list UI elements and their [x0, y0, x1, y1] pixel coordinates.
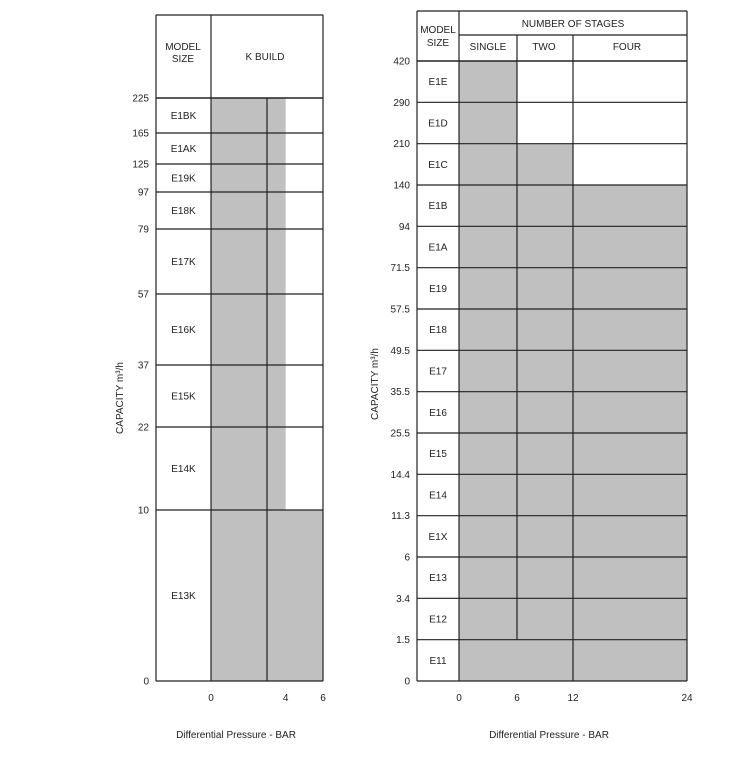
left-x-ticks	[208, 693, 326, 704]
right-model-label: E1X	[428, 531, 448, 543]
left-fill-e19k	[211, 164, 286, 192]
right-y-tick: 11.3	[391, 511, 410, 523]
left-model-label: E16K	[171, 325, 196, 336]
right-fill-e1e	[459, 61, 517, 102]
right-header-model-line2: SIZE	[426, 38, 450, 49]
left-y-tick: 37	[137, 360, 149, 372]
right-y-tick: 35.5	[390, 387, 410, 399]
left-header-model-line2: SIZE	[171, 54, 195, 65]
right-header-stage-four: FOUR	[612, 42, 642, 53]
left-model-labels	[171, 111, 197, 602]
right-y-tick: 0	[404, 676, 410, 688]
left-y-axis-label: CAPACITY m³/h	[115, 362, 126, 434]
right-model-label: E19	[429, 283, 447, 295]
right-model-label: E1A	[428, 242, 448, 254]
left-model-label: E14K	[171, 464, 196, 475]
left-chart	[115, 15, 326, 741]
left-model-label: E13K	[171, 591, 196, 602]
left-fill-e15k	[211, 365, 286, 427]
right-model-label: E18	[429, 325, 447, 337]
left-model-label: E17K	[171, 257, 196, 268]
left-fill-e14k	[211, 427, 286, 510]
left-y-tick: 125	[132, 159, 149, 171]
left-model-label: E18K	[171, 206, 196, 217]
left-model-label: E1AK	[170, 144, 197, 155]
right-model-label: E1B	[428, 201, 448, 213]
left-y-tick: 22	[137, 422, 149, 434]
right-model-label: E1C	[428, 159, 448, 171]
right-y-tick: 140	[393, 180, 410, 192]
left-fill-e1ak	[211, 133, 286, 164]
right-y-tick: 6	[404, 552, 410, 564]
right-y-tick: 57.5	[390, 304, 410, 316]
left-model-label: E19K	[171, 173, 196, 185]
right-header-stage-two: TWO	[532, 42, 556, 53]
left-y-tick: 10	[137, 505, 149, 517]
right-header-model-line1: MODEL	[420, 25, 456, 36]
right-y-tick: 49.5	[390, 345, 410, 357]
right-model-label: E14	[429, 490, 447, 502]
right-header-stage-single: SINGLE	[469, 42, 507, 53]
right-x-tick: 0	[456, 693, 462, 704]
left-x-tick: 4	[282, 693, 289, 704]
right-model-label: E13	[429, 573, 447, 585]
right-fill-e1c	[459, 144, 573, 185]
left-header-model-line1: MODEL	[165, 42, 201, 53]
right-y-tick: 3.4	[396, 593, 410, 605]
left-fill-e18k	[211, 192, 286, 229]
right-x-axis-label: Differential Pressure - BAR	[489, 730, 609, 741]
left-x-tick: 0	[208, 693, 214, 704]
right-y-tick: 210	[393, 139, 410, 151]
left-y-tick: 225	[132, 93, 149, 105]
left-header-k-build: K BUILD	[245, 52, 285, 63]
right-model-label: E1D	[428, 118, 448, 130]
right-y-tick: 25.5	[390, 428, 410, 440]
right-y-tick: 420	[393, 56, 410, 68]
right-y-tick: 14.4	[390, 469, 410, 481]
right-x-ticks	[456, 693, 693, 704]
right-x-tick: 6	[514, 693, 520, 704]
left-fill-e1bk	[211, 98, 286, 133]
right-y-tick: 1.5	[396, 635, 410, 647]
right-model-label: E12	[429, 614, 447, 626]
left-y-tick: 0	[143, 676, 149, 688]
right-model-labels	[428, 77, 448, 667]
right-y-tick: 94	[398, 221, 410, 233]
right-model-label: E11	[429, 655, 447, 667]
left-model-label: E15K	[171, 391, 196, 403]
right-y-ticks	[391, 57, 411, 688]
left-fill-e16k	[211, 294, 286, 365]
right-y-tick: 71.5	[390, 263, 410, 275]
right-model-label: E15	[429, 449, 447, 461]
right-header-stages-title: NUMBER OF STAGES	[521, 19, 625, 30]
right-chart	[370, 11, 693, 741]
left-fill-e17k	[211, 229, 286, 294]
right-x-tick: 12	[567, 693, 579, 704]
right-x-tick: 24	[681, 693, 693, 704]
right-fill-e1d	[459, 102, 517, 143]
right-model-label: E17	[429, 366, 447, 378]
right-model-label: E1E	[428, 77, 448, 89]
left-y-tick: 57	[137, 289, 149, 301]
left-x-axis-label: Differential Pressure - BAR	[176, 730, 296, 741]
left-y-ticks	[132, 94, 149, 688]
left-x-tick: 6	[320, 693, 326, 704]
left-y-tick: 79	[137, 224, 149, 236]
left-y-tick: 165	[132, 128, 149, 140]
right-y-axis-label: CAPACITY m³/h	[370, 348, 381, 420]
left-y-tick: 97	[137, 187, 149, 199]
right-y-tick: 290	[393, 97, 410, 109]
left-model-label: E1BK	[170, 111, 197, 122]
right-model-label: E16	[429, 407, 447, 419]
